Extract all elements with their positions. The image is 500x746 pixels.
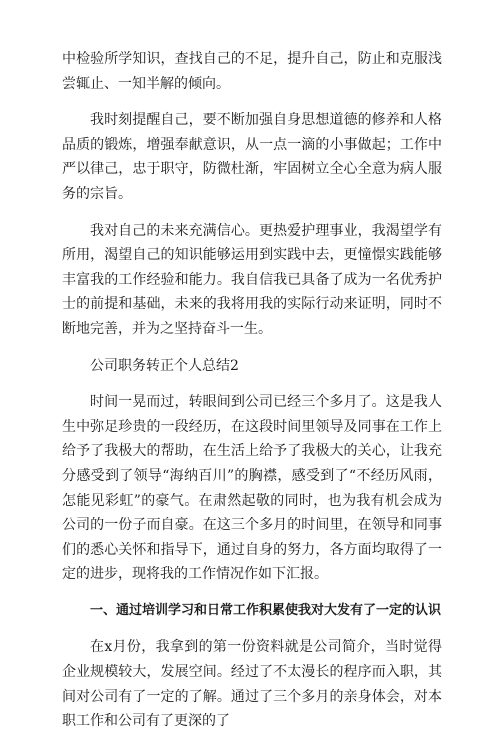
subsection-heading: 一、通过培训学习和日常工作积累使我对大发有了一定的认识 [90, 602, 442, 618]
paragraph-future-confidence: 我对自己的未来充满信心。更热爱护理事业，我渴望学有所用，渴望自己的知识能够运用到实践中去，更憧憬实践能够丰富我的工作经验和能力。我自信我已具备了成为一名优秀护士的前提和基础，未来的我将用我的实际行动来证明，同时不断地完善，并为之坚持奋斗一生。 [62, 222, 442, 337]
paragraph-company-intro: 在x月份，我拿到的第一份资料就是公司简介，当时觉得企业规模较大，发展空间。经过了不太漫长的程序而入职，其间对公司有了一定的了解。通过了三个多月的亲身体会，对本职工作和公司有了更深的了 [62, 639, 442, 730]
paragraph-three-months: 时间一晃而过，转眼间到公司已经三个多月了。这是我人生中弥足珍贵的一段经历，在这段时间里领导及同事在工作上给予了我极大的帮助，在生活上给予了我极大的关心，让我充分感受到了领导“海纳百川”的胸襟，感受到了“不经历风雨，怎能见彩虹”的豪气。在肃然起敬的同时，也为我有机会成为公司的一份子而自豪。在这三个多月的时间里，在领导和同事们的悉心关怀和指导下，通过自身的努力，各方面均取得了一定的进步，现将我的工作情况作如下汇报。 [62, 394, 442, 583]
document-body [62, 47, 442, 746]
paragraph-self-cultivation: 我时刻提醒自己，要不断加强自身思想道德的修养和人格品质的锻炼，增强奉献意识，从一点一滴的小事做起；工作中严以律己，忠于职守，防微杜渐，牢固树立全心全意为病人服务的宗旨。 [62, 112, 442, 202]
paragraph-continuation: 中检验所学知识，查找自己的不足，提升自己，防止和克服浅尝辄止、一知半解的倾向。 [62, 51, 442, 92]
section-title: 公司职务转正个人总结2 [90, 357, 239, 374]
